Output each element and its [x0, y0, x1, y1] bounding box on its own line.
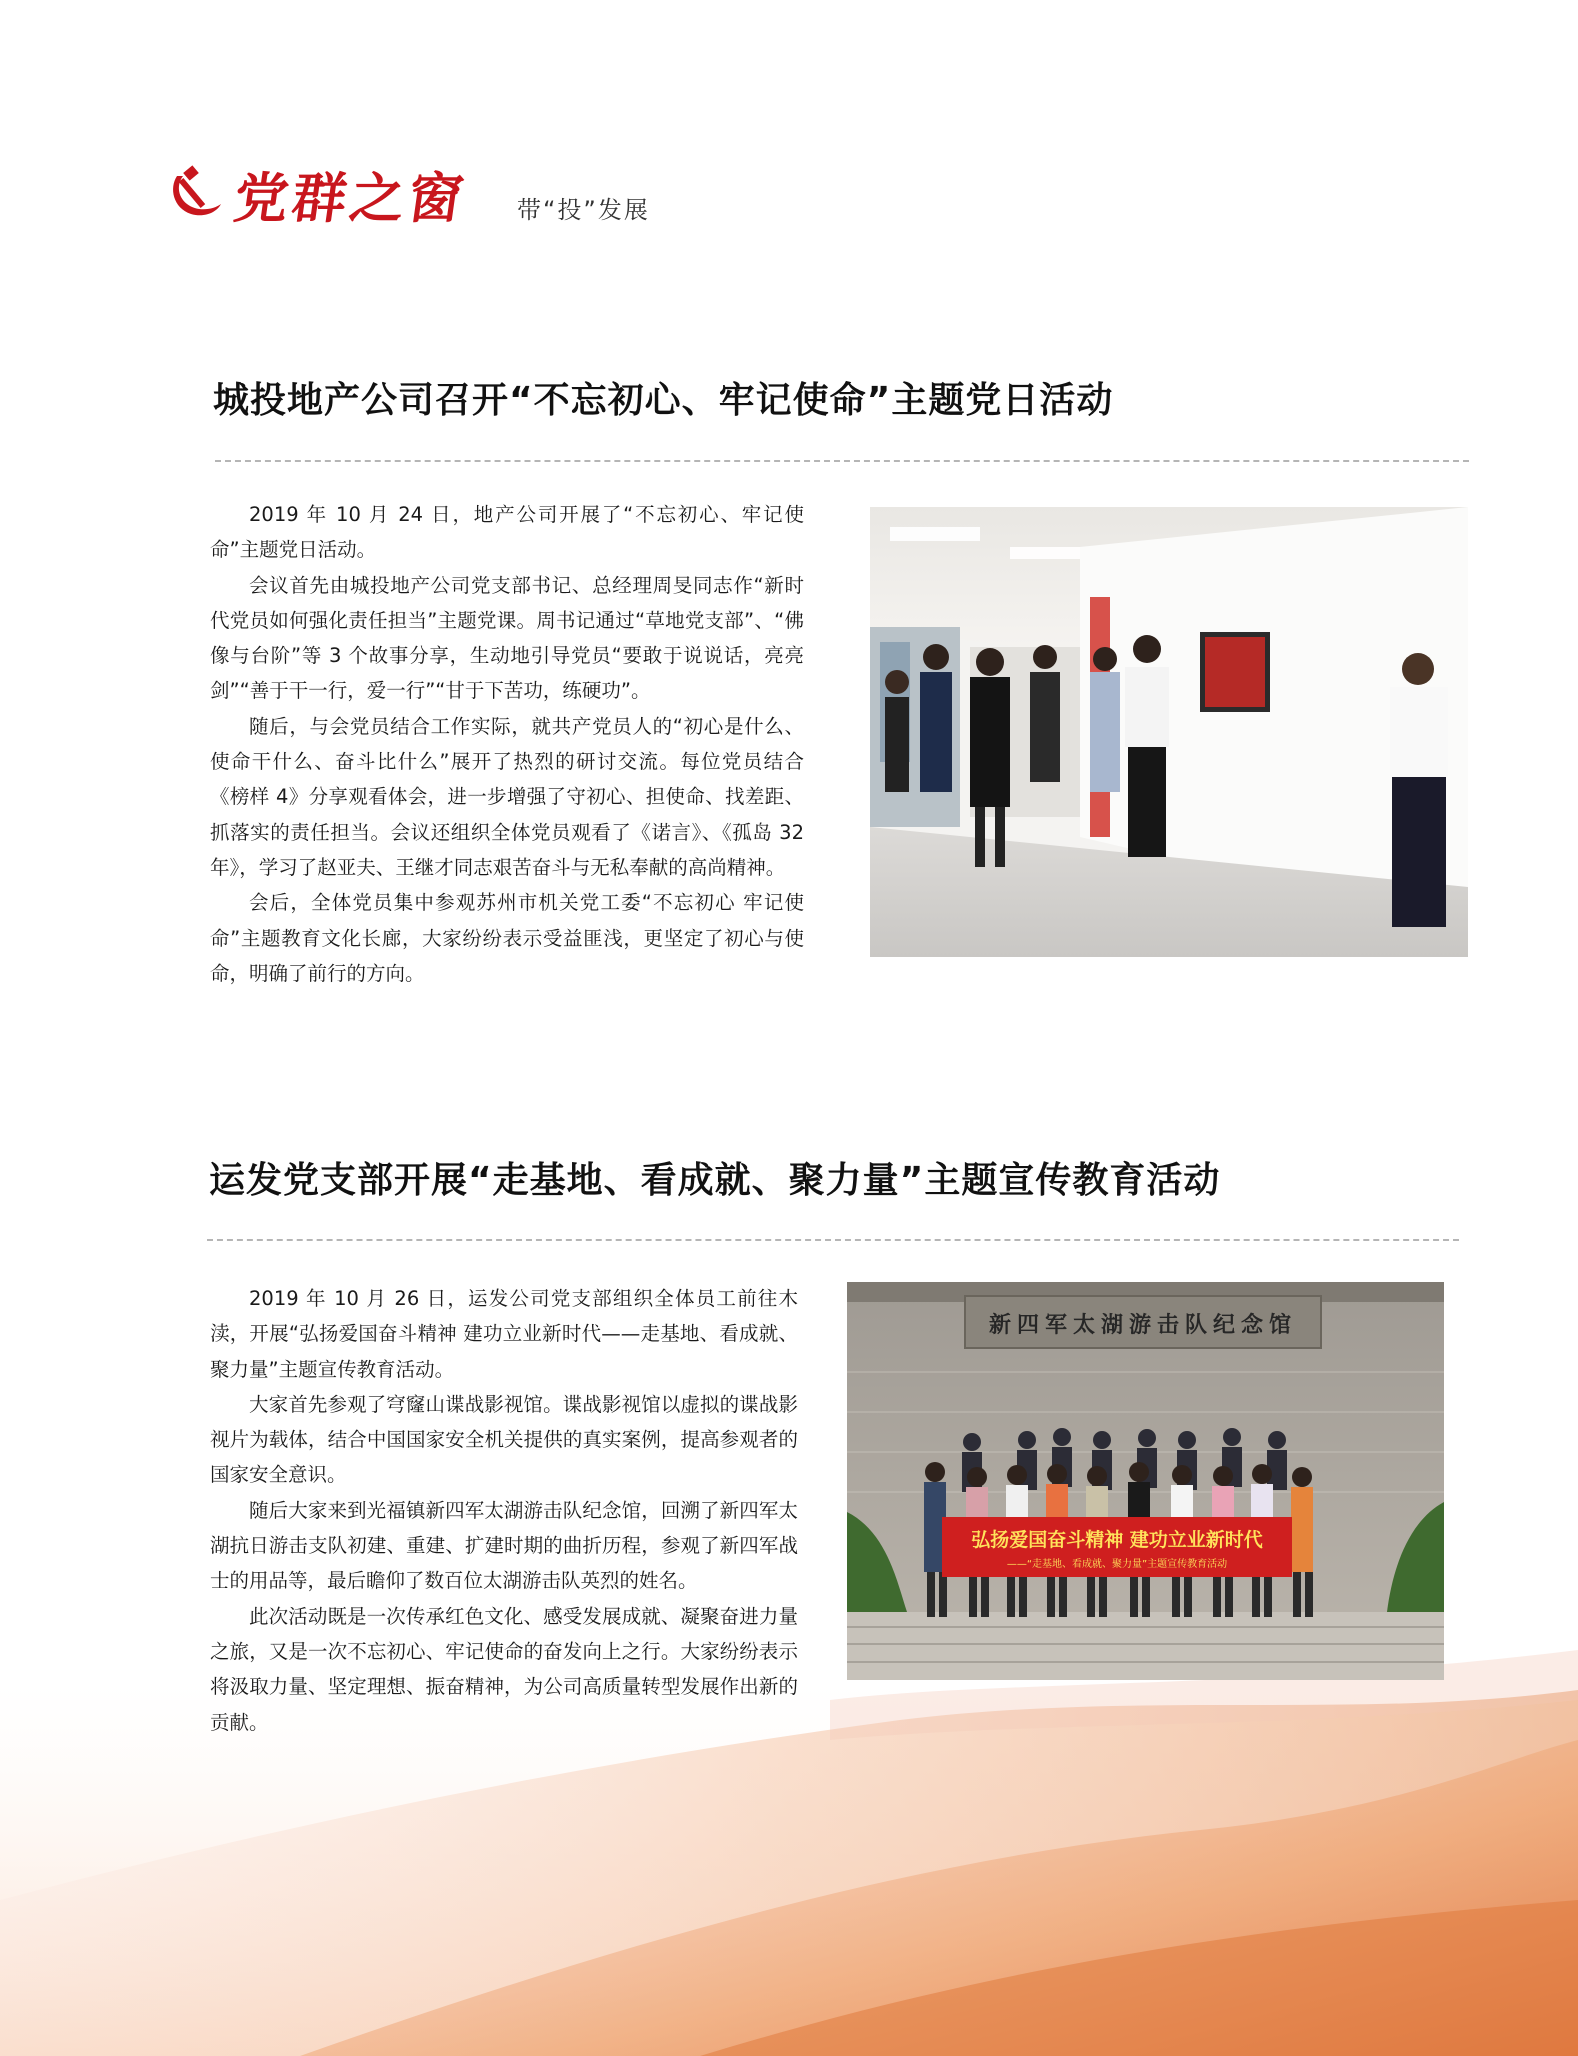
article-photo	[847, 1282, 1444, 1680]
article-body	[210, 1281, 798, 1740]
article-title: 城投地产公司召开“不忘初心、牢记使命”主题党日活动	[213, 380, 1114, 421]
logo-text: 党群之窗	[230, 166, 472, 230]
article-title: 运发党支部开展“走基地、看成就、聚力量”主题宣传教育活动	[209, 1160, 1221, 1201]
paragraph: 2019 年 10 月 26 日，运发公司党支部组织全体员工前往木渎，开展“弘扬爱国奋斗精神 建功立业新时代——走基地、看成就、聚力量”主题宣传教育活动。	[210, 1287, 798, 1381]
paragraph: 大家首先参观了穹窿山谍战影视馆。谍战影视馆以虚拟的谍战影视片为载体，结合中国国家安全机关提供的真实案例，提高参观者的国家安全意识。	[210, 1392, 798, 1487]
column-logo	[165, 150, 472, 230]
paragraph: 随后大家来到光福镇新四军太湖游击队纪念馆，回溯了新四军太湖抗日游击支队初建、重建、扩建时期的曲折历程，参观了新四军战士的用品等，最后瞻仰了数百位太湖游击队英烈的姓名。	[210, 1498, 798, 1593]
dashed-divider	[215, 460, 1469, 462]
column-name: 带“投”发展	[517, 196, 650, 224]
dashed-divider	[207, 1239, 1459, 1241]
banner-sub-text: ——“走基地、看成就、聚力量”主题宣传教育活动	[1006, 1559, 1228, 1570]
paragraph: 随后，与会党员结合工作实际，就共产党员人的“初心是什么、使命干什么、奋斗比什么”展开了热烈的研讨交流。每位党员结合《榜样 4》分享观看体会，进一步增强了守初心、担使命、找差距、抓落实的责任担当。会议还组织全体党员观看了《诺言》、《孤岛 32 年》，学习了赵亚夫、王继才同志艰苦奋斗与无私奉献的高尚精神。	[210, 714, 804, 879]
article-body	[210, 497, 804, 991]
article-photo	[870, 507, 1468, 957]
paragraph: 2019 年 10 月 24 日，地产公司开展了“不忘初心、牢记使命”主题党日活动。	[210, 503, 804, 562]
memorial-sign-text: 新四军太湖游击队纪念馆	[988, 1312, 1298, 1338]
paragraph: 会后，全体党员集中参观苏州市机关党工委“不忘初心 牢记使命”主题教育文化长廊，大家纷纷表示受益匪浅，更坚定了初心与使命，明确了前行的方向。	[210, 891, 804, 985]
paragraph: 会议首先由城投地产公司党支部书记、总经理周旻同志作“新时代党员如何强化责任担当”主题党课。周书记通过“草地党支部”、“佛像与台阶”等 3 个故事分享，生动地引导党员“要敢于说说话，亮亮剑”“善于干一行，爱一行”“甘于下苦功，练硬功”。	[210, 573, 804, 703]
paragraph: 此次活动既是一次传承红色文化、感受发展成就、凝聚奋进力量之旅，又是一次不忘初心、牢记使命的奋发向上之行。大家纷纷表示将汲取力量、坚定理想、振奋精神，为公司高质量转型发展作出新的贡献。	[210, 1604, 798, 1734]
banner-main-text: 弘扬爱国奋斗精神 建功立业新时代	[971, 1529, 1263, 1551]
hammer-sickle-icon	[165, 158, 225, 222]
